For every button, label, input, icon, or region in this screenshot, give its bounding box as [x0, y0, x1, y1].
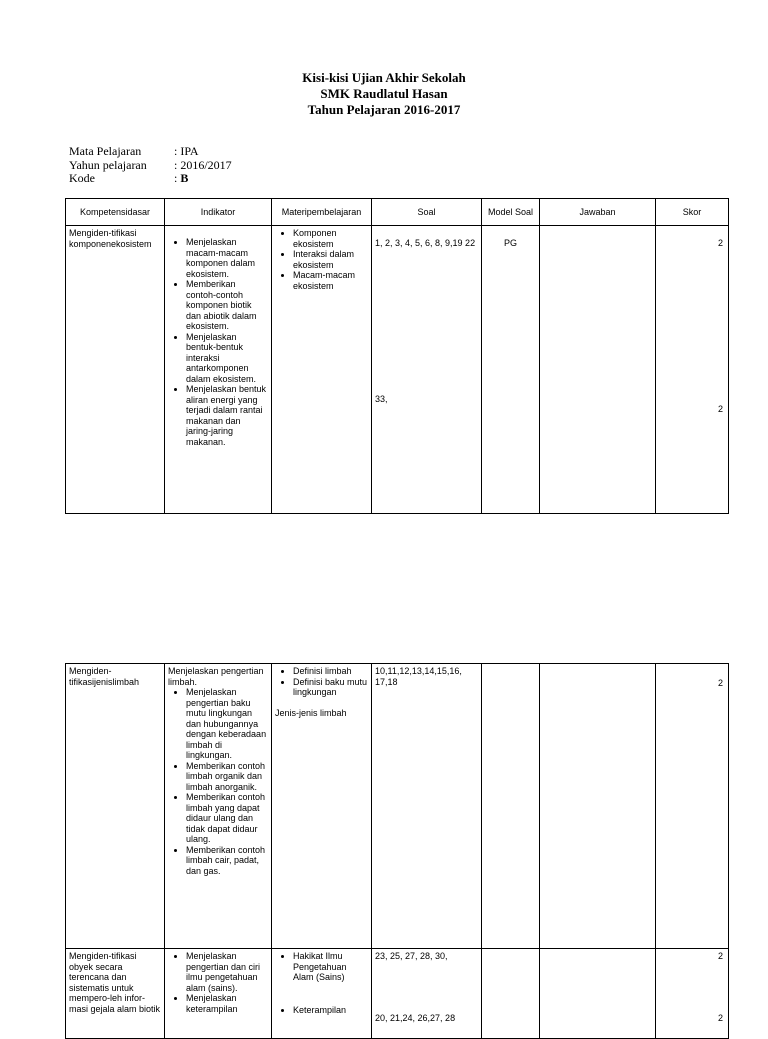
meta-info — [69, 145, 232, 186]
list-item: • Memberikan contoh-contoh komponen biotik dan abiotik dalam ekosistem. — [186, 279, 268, 332]
materi-list — [275, 228, 368, 291]
table-row — [66, 949, 729, 1039]
list-item: • Definisi baku mutu lingkungan — [293, 677, 368, 698]
soal-numbers-b: 33, — [375, 393, 388, 404]
header-materi: Materipembelajaran — [272, 199, 372, 226]
list-item: • Keterampilan — [293, 1005, 368, 1016]
materi-list — [275, 951, 368, 1015]
indikator-intro: Menjelaskan pengertian limbah. — [168, 666, 264, 687]
indikator-list — [168, 687, 268, 876]
indikator-list — [168, 237, 268, 447]
list-item: • Menjelaskan pengertian dan ciri ilmu pengetahuan alam (sains). — [186, 951, 268, 993]
cell-model — [482, 949, 540, 1039]
header-model: Model Soal — [482, 199, 540, 226]
table-row — [66, 664, 729, 949]
cell-model — [482, 664, 540, 949]
tahun-label: Yahun pelajaran — [69, 157, 147, 172]
meta-row-kode — [69, 172, 232, 186]
document-title — [0, 70, 768, 118]
soal-numbers-a: 1, 2, 3, 4, 5, 6, 8, 9,19 22 — [375, 238, 476, 248]
cell-materi — [272, 949, 372, 1039]
list-item: • Macam-macam ekosistem — [293, 270, 368, 291]
list-item: • Komponen ekosistem — [293, 228, 368, 249]
mapel-label: Mata Pelajaran — [69, 144, 142, 158]
header-skor: Skor — [656, 199, 729, 226]
title-line-3: Tahun Pelajaran 2016-2017 — [307, 102, 461, 117]
list-item: • Menjelaskan keterampilan — [186, 993, 268, 1014]
cell-indikator — [165, 226, 272, 514]
skor-value-a: 2 — [717, 951, 723, 961]
title-line-2: SMK Raudlatul Hasan — [320, 86, 448, 101]
indikator-list — [168, 951, 268, 1014]
materi-extra: Jenis-jenis limbah — [275, 707, 347, 718]
kisi-table-page-1 — [65, 198, 729, 514]
kisi-table-page-2 — [65, 663, 729, 1039]
cell-soal — [372, 226, 482, 514]
table-row — [66, 226, 729, 514]
kode-prefix: : — [174, 171, 181, 185]
cell-skor — [656, 664, 729, 949]
cell-kompetensi: Mengiden-tifikasi komponenekosistem — [66, 226, 165, 514]
list-item: • Menjelaskan macam-macam komponen dalam ekosistem. — [186, 237, 268, 279]
kode-label: Kode — [69, 171, 95, 185]
cell-indikator — [165, 949, 272, 1039]
list-item: • Memberikan contoh limbah yang dapat didaur ulang dan tidak dapat didaur ulang. — [186, 792, 268, 845]
tahun-value: : 2016/2017 — [174, 157, 232, 172]
header-soal: Soal — [372, 199, 482, 226]
list-item: • Hakikat Ilmu Pengetahuan Alam (Sains) — [293, 951, 368, 983]
table-header-row — [66, 199, 729, 226]
cell-materi — [272, 664, 372, 949]
meta-row-tahun — [69, 159, 232, 173]
list-item: • Menjelaskan bentuk aliran energi yang terjadi dalam rantai makanan dan jaring-jaring makanan. — [186, 384, 268, 447]
skor-value: 2 — [717, 678, 723, 688]
cell-kompetensi: Mengiden-tifikasi obyek secara terencana dan sistematis untuk mempero-leh infor-masi gejala alam biotik — [66, 949, 165, 1039]
cell-skor — [656, 949, 729, 1039]
kode-value: B — [180, 171, 189, 185]
list-item: • Menjelaskan bentuk-bentuk interaksi antarkomponen dalam ekosistem. — [186, 332, 268, 385]
list-item: • Memberikan contoh limbah organik dan limbah anorganik. — [186, 761, 268, 793]
cell-jawaban — [540, 949, 656, 1039]
cell-soal — [372, 949, 482, 1039]
cell-jawaban — [540, 664, 656, 949]
cell-materi — [272, 226, 372, 514]
list-item: • Memberikan contoh limbah cair, padat, dan gas. — [186, 845, 268, 877]
soal-numbers-b: 20, 21,24, 26,27, 28 — [375, 1012, 456, 1023]
skor-value-a: 2 — [717, 238, 723, 248]
cell-soal: 10,11,12,13,14,15,16, 17,18 — [372, 664, 482, 949]
skor-value-b: 2 — [717, 403, 723, 414]
kode-value-wrap — [174, 172, 188, 186]
skor-value-b: 2 — [717, 1012, 723, 1023]
meta-row-mapel — [69, 145, 232, 159]
materi-list — [275, 666, 368, 698]
cell-skor — [656, 226, 729, 514]
model-value: PG — [503, 238, 517, 248]
list-item: • Interaksi dalam ekosistem — [293, 249, 368, 270]
title-line-1: Kisi-kisi Ujian Akhir Sekolah — [302, 70, 466, 85]
header-jawaban: Jawaban — [540, 199, 656, 226]
cell-jawaban — [540, 226, 656, 514]
header-kompetensi: Kompetensidasar — [66, 199, 165, 226]
cell-kompetensi: Mengiden-tifikasijenislimbah — [66, 664, 165, 949]
cell-model — [482, 226, 540, 514]
list-item: • Menjelaskan pengertian baku mutu lingkungan dan hubungannya dengan keberadaan limbah di lingkungan. — [186, 687, 268, 761]
soal-numbers-a: 23, 25, 27, 28, 30, — [375, 951, 448, 961]
header-indikator: Indikator — [165, 199, 272, 226]
cell-indikator — [165, 664, 272, 949]
mapel-value: : IPA — [174, 144, 199, 158]
list-item: • Definisi limbah — [293, 666, 368, 677]
